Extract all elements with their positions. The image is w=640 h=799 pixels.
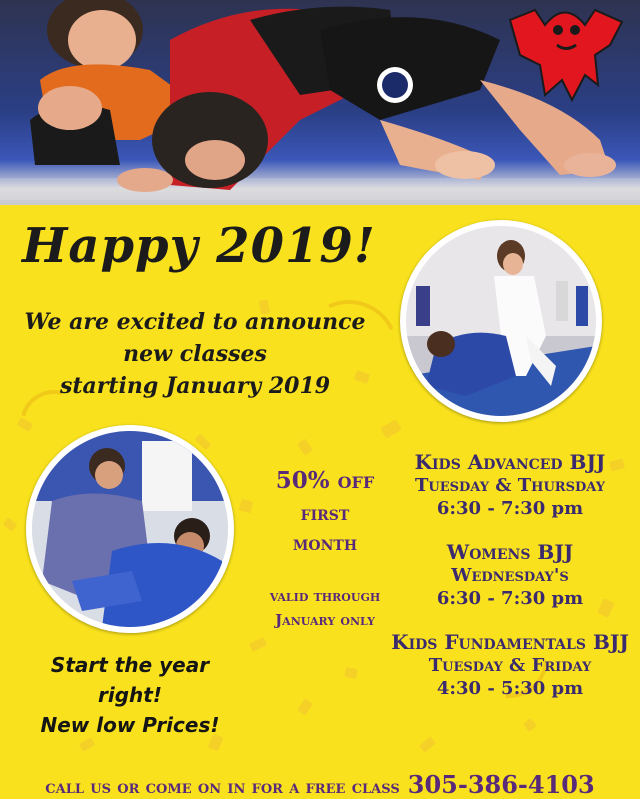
tagline-line-1: Start the year <box>50 653 210 677</box>
tagline-line-3: New low Prices! <box>40 713 220 737</box>
class-name: Kids Advanced BJJ <box>414 450 606 474</box>
promo-first: first <box>300 501 350 525</box>
promo-valid-line-1: valid through <box>269 587 381 605</box>
announcement <box>10 306 380 402</box>
class-name: Kids Fundamentals BJJ <box>391 630 629 654</box>
promo-offer <box>255 464 395 632</box>
hero-photo <box>0 0 640 205</box>
class-time: 6:30 - 7:30 pm <box>436 588 584 609</box>
cta-message: call us or come on in for a free class <box>45 777 400 798</box>
call-to-action <box>0 770 640 799</box>
headline: Happy 2019! <box>22 218 376 274</box>
class-womens <box>380 540 640 610</box>
womens-bjj-photo <box>400 220 602 422</box>
class-kids-advanced <box>380 450 640 520</box>
tagline <box>20 650 240 740</box>
announcement-line-1: We are excited to announce <box>24 309 366 335</box>
class-days: Tuesday & Thursday <box>414 475 605 496</box>
class-time: 4:30 - 5:30 pm <box>436 678 584 699</box>
gracie-logo <box>500 0 630 110</box>
class-kids-fundamentals <box>380 630 640 700</box>
announcement-line-3: starting January 2019 <box>59 373 331 399</box>
class-time: 6:30 - 7:30 pm <box>436 498 584 519</box>
promo-valid <box>255 584 395 632</box>
class-days: Wednesday's <box>451 565 569 586</box>
class-schedule <box>380 450 640 720</box>
phone-number[interactable]: 305-386-4103 <box>407 770 595 799</box>
promo-month: month <box>292 531 358 555</box>
announcement-line-2: new classes <box>123 341 267 367</box>
promo-discount: 50% off <box>275 467 375 494</box>
class-name: Womens BJJ <box>446 540 574 564</box>
promo-valid-line-2: January only <box>275 611 375 629</box>
tagline-line-2: right! <box>98 683 162 707</box>
kids-bjj-photo <box>26 425 234 633</box>
class-days: Tuesday & Friday <box>428 655 592 676</box>
